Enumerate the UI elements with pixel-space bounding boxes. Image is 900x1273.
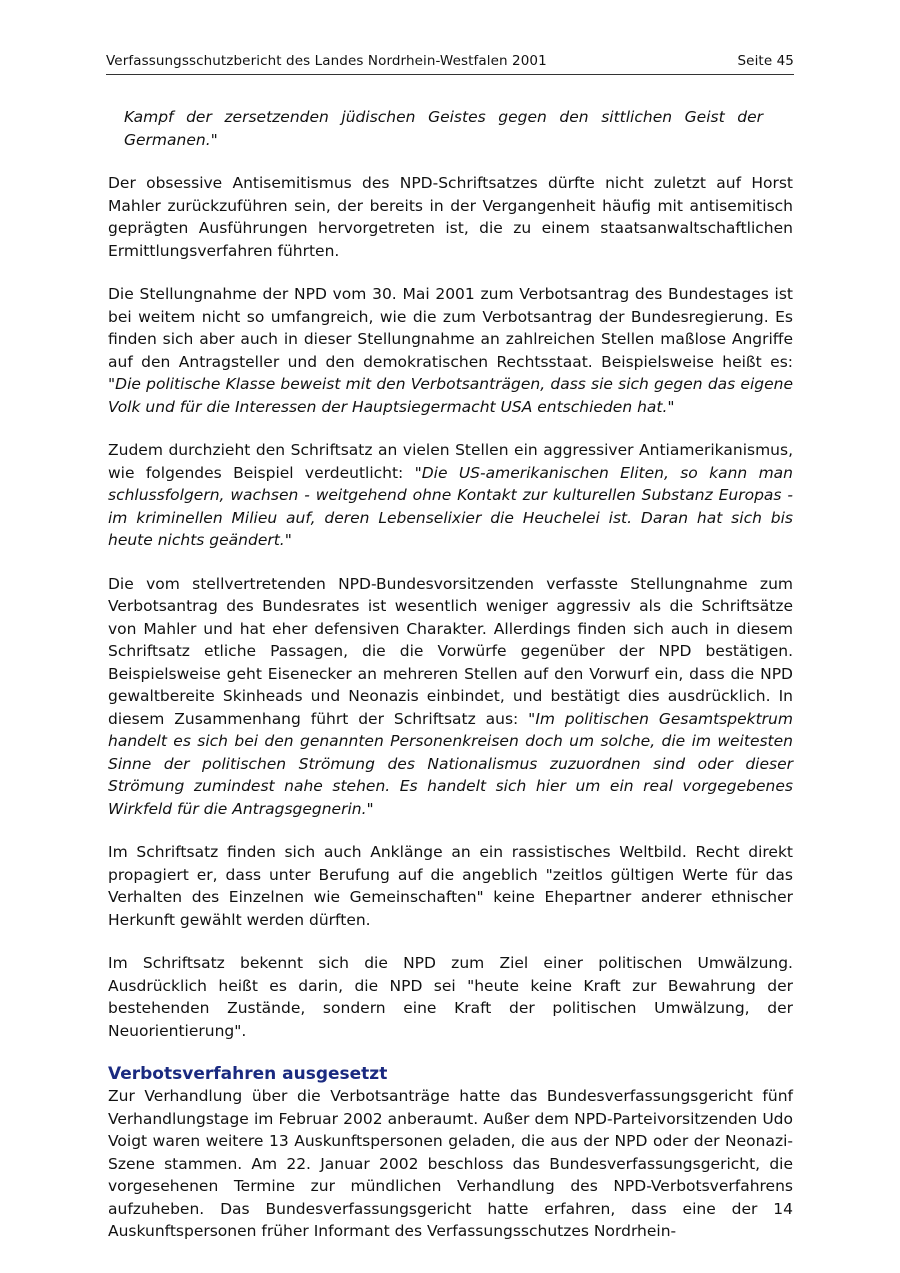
- document-body: [108, 106, 793, 1264]
- paragraph-5: Im Schriftsatz finden sich auch Anklänge an ein rassistisches Weltbild. Recht direkt propagiert er, dass unter Berufung auf die angeblich "zeitlos gültigen Werte für das Verhalten des Einzelnen wie Gemeinschaften" keine Ehepartner anderer ethnischer Herkunft gewählt werden dürften.: [108, 843, 793, 929]
- section-paragraph-1: Zur Verhandlung über die Verbotsanträge hatte das Bundesverfassungsgericht fünf Verhandlungstage im Februar 2002 anberaumt. Außer dem NPD-Parteivorsitzenden Udo Voigt waren weitere 13 Auskunftspersonen geladen, die aus der NPD oder der Neonazi-Szene stammen. Am 22. Januar 2002 beschloss das Bundesverfassungsgericht, die vorgesehenen Termine zur mündlichen Verhandlung des NPD-Verbotsverfahrens aufzuheben. Das Bundesverfassungsgericht hatte erfahren, dass eine der 14 Auskunftspersonen früher Informant des Verfassungsschutzes Nordrhein-: [108, 1087, 793, 1240]
- section-heading: Verbotsverfahren ausgesetzt: [108, 1064, 388, 1084]
- paragraph-4: [108, 573, 793, 821]
- paragraph-2-end: ": [667, 397, 675, 416]
- block-quote: Kampf der zersetzenden jüdischen Geistes gegen den sittlichen Geist der Germanen.": [124, 108, 763, 149]
- paragraph-3: [108, 439, 793, 552]
- document-title: Verfassungsschutzbericht des Landes Nordrhein-Westfalen 2001: [106, 53, 547, 69]
- paragraph-4-text: Die vom stellvertretenden NPD-Bundesvorsitzenden verfasste Stellungnahme zum Verbotsantrag des Bundesrates ist wesentlich weniger aggressiv als die Schriftsätze von Mahler und hat eher defensiven Charakter. Allerdings finden sich auch in diesem Schriftsatz etliche Passagen, die die Vorwürfe gegenüber der NPD bestätigen. Beispielsweise geht Eisenecker an mehreren Stellen auf den Vorwurf ein, dass die NPD gewaltbereite Skinheads und Neonazis einbindet, und bestätigt dies ausdrücklich. In diesem Zusammenhang führt der Schriftsatz aus: ": [108, 574, 793, 728]
- page-number: Seite 45: [737, 53, 794, 69]
- paragraph-6: Im Schriftsatz bekennt sich die NPD zum Ziel einer politischen Umwälzung. Ausdrücklich heißt es darin, die NPD sei "heute keine Kraft zur Bewahrung der bestehenden Zustände, sondern eine Kraft der politischen Umwälzung, der Neuorientierung".: [108, 954, 793, 1040]
- page-header: [106, 52, 794, 75]
- paragraph-2-text: Die Stellungnahme der NPD vom 30. Mai 2001 zum Verbotsantrag des Bundestages ist bei weitem nicht so umfangreich, wie die zum Verbotsantrag der Bundesregierung. Es finden sich aber auch in dieser Stellungnahme an zahlreichen Stellen maßlose Angriffe auf den Antragsteller und den demokratischen Rechtsstaat. Beispielsweise heißt es: ": [108, 285, 793, 393]
- paragraph-4-end: ": [366, 799, 374, 818]
- paragraph-3-text: Zudem durchzieht den Schriftsatz an vielen Stellen ein aggressiver Antiamerikanismus, wie folgendes Beispiel verdeutlicht: ": [108, 441, 793, 482]
- paragraph-1: Der obsessive Antisemitismus des NPD-Schriftsatzes dürfte nicht zuletzt auf Horst Mahler zurückzuführen sein, der bereits in der Vergangenheit häufig mit antisemitisch geprägten Ausführungen hervorgetreten ist, die zu einem staatsanwaltschaftlichen Ermittlungsverfahren führten.: [108, 174, 793, 260]
- paragraph-2-quote: Die politische Klasse beweist mit den Verbotsanträgen, dass sie sich gegen das eigene Volk und für die Interessen der Hauptsiegermacht USA entschieden hat.: [108, 375, 793, 416]
- paragraph-4-quote: Im politischen Gesamtspektrum handelt es sich bei den genannten Personenkreisen doch um solche, die im weitesten Sinne der politischen Strömung des Nationalismus zuzuordnen sind oder dieser Strömung zumindest nahe stehen. Es handelt sich hier um ein real vorgegebenes Wirkfeld für die Antragsgegnerin.: [108, 709, 793, 818]
- paragraph-3-end: ": [284, 531, 292, 549]
- paragraph-2: [108, 283, 793, 418]
- paragraph-3-quote: Die US-amerikanischen Eliten, so kann man schlussfolgern, wachsen - weitgehend ohne Kontakt zur kulturellen Substanz Europas - im kriminellen Milieu auf, deren Lebenselixier die Heuchelei ist. Daran hat sich bis heute nichts geändert.: [108, 463, 793, 549]
